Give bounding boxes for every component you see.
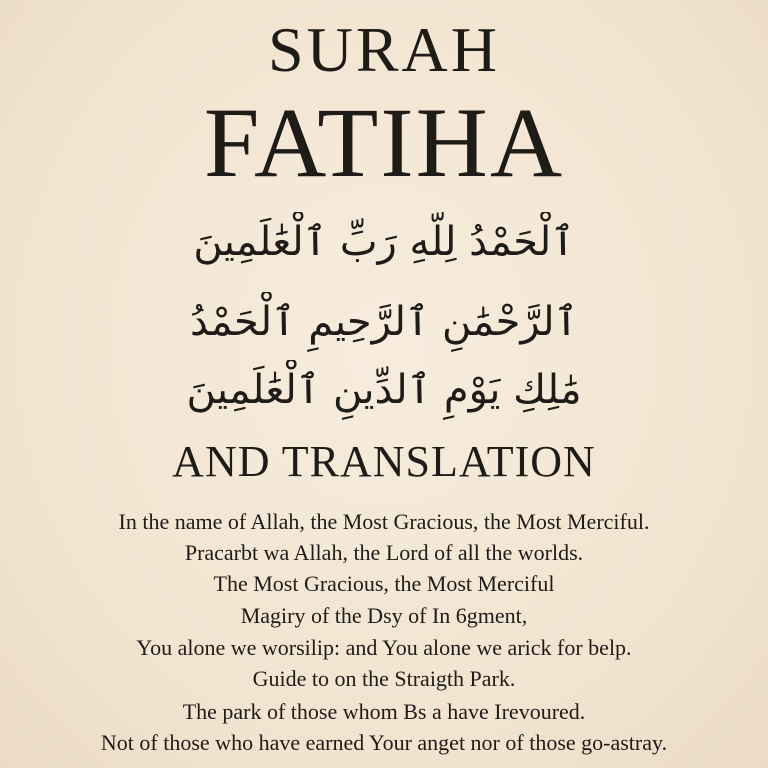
title-fatiha: FATIHA [203,87,565,198]
translation-line-8: Not of those who have earned Your anget nor of those go-astray. [100,730,668,755]
translation-line-7: The park of those whom Bs a have Irevoured. [182,699,586,724]
translation-line-6: Guide to on the Straigth Park. [252,666,516,691]
arabic-line-1: ٱلْحَمْدُ لِلَّهِ رَبِّ ٱلْعَٰلَمِينَ [193,219,575,265]
arabic-line-3: مَٰلِكِ يَوْمِ ٱلدِّينِ ٱلْعَٰلَمِينَ [186,367,582,413]
arabic-line-2: ٱلرَّحْمَٰنِ ٱلرَّحِيمِ ٱلْحَمْدُ [189,299,579,345]
translation-line-1: In the name of Allah, the Most Gracious, the Most Merciful. [118,509,650,534]
title-surah: SURAH [268,14,500,85]
translation-line-5: You alone we worsilip: and You alone we arick for belp. [136,635,632,660]
translation-line-4: Magiry of the Dsy of In 6gment, [240,603,528,628]
subtitle-translation: AND TRANSLATION [172,437,596,486]
translation-line-2: Pracarbt wa Allah, the Lord of all the worlds. [184,540,584,565]
translation-line-3: The Most Gracious, the Most Merciful [213,571,555,596]
